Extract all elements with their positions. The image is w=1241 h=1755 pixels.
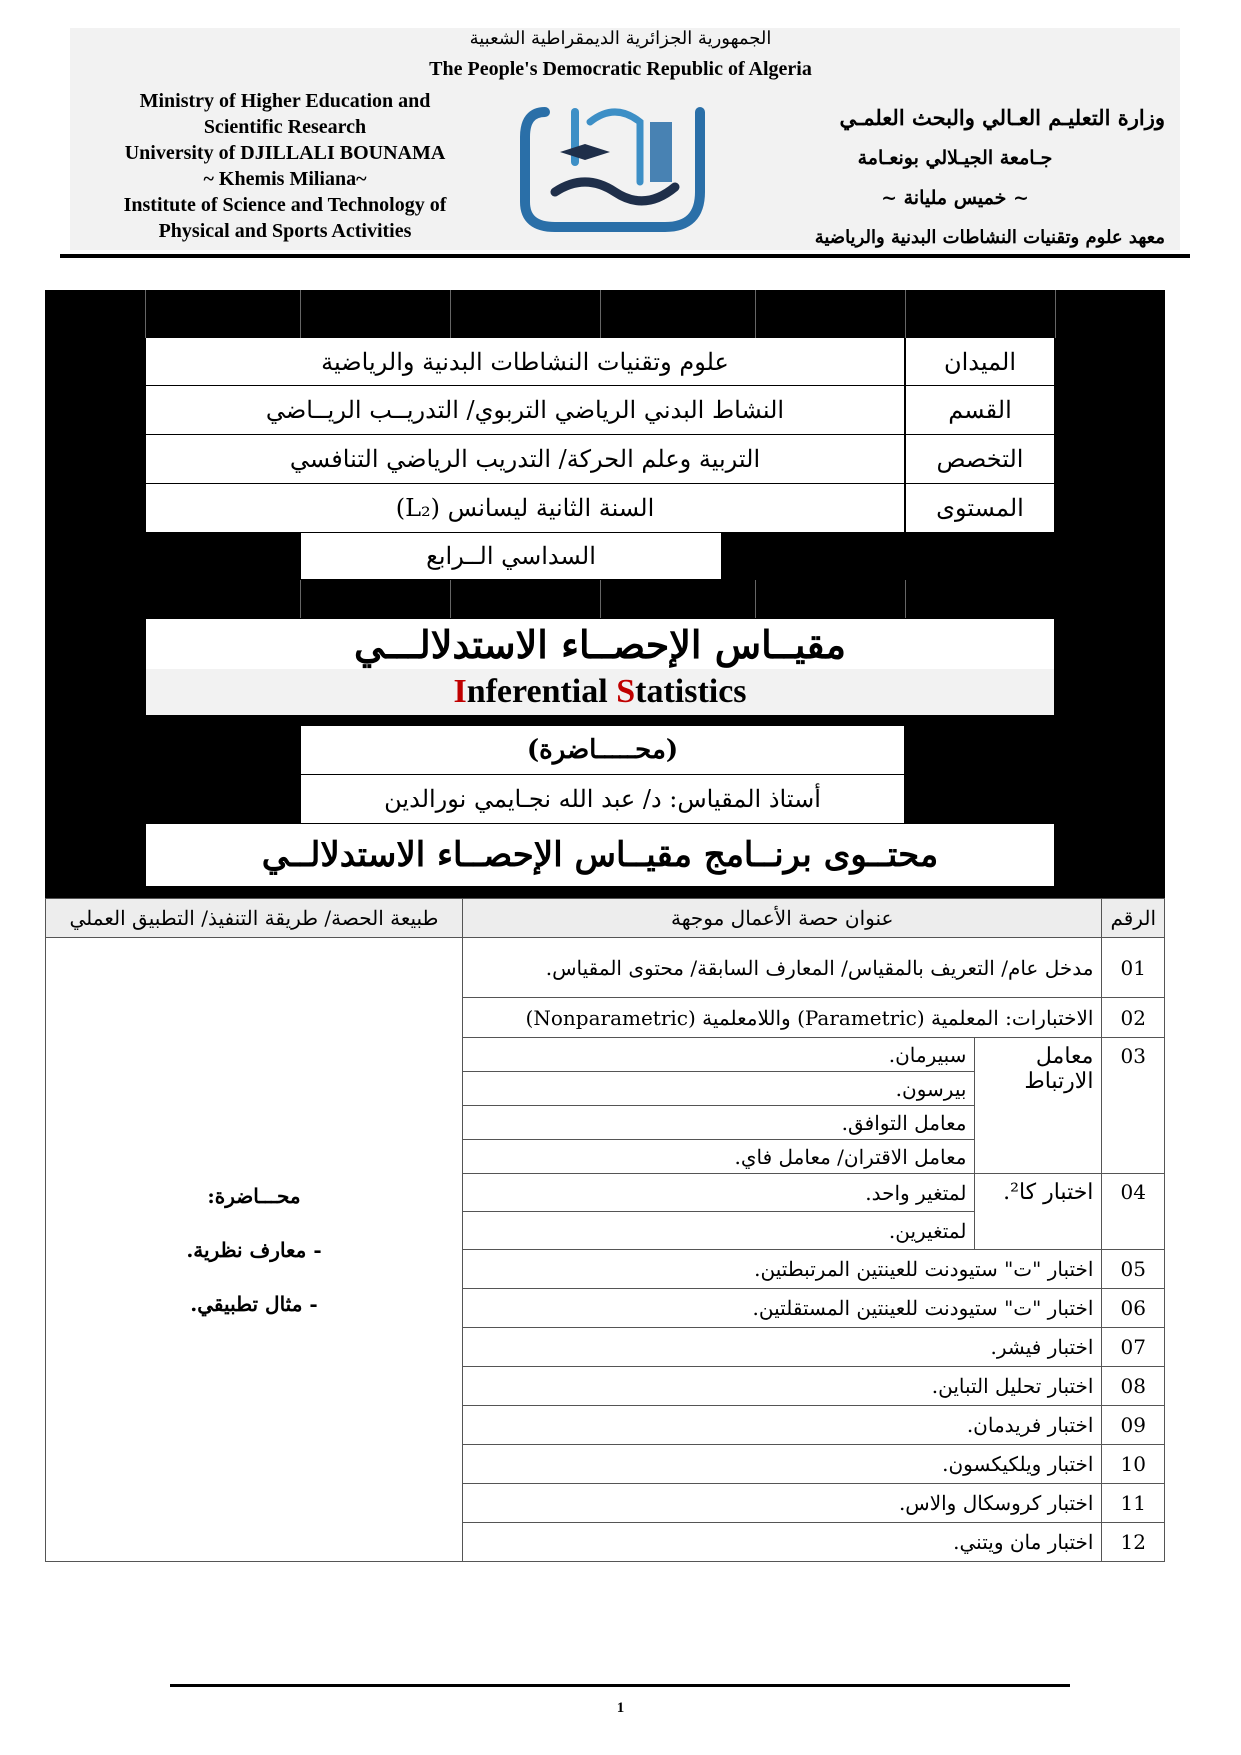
title-initial-i: I [453, 673, 467, 710]
header-nature: طبيعة الحصة/ طريقة التنفيذ/ التطبيق العملي [46, 899, 463, 938]
field-label: الميدان [906, 338, 1054, 385]
session-nature [46, 938, 463, 1562]
university-logo [515, 92, 715, 242]
row-title: اختبار فريدمان. [463, 1406, 1102, 1445]
teacher: أستاذ المقياس: د/ عبد الله نجـايمي نورالدين [301, 775, 904, 823]
row-title: اختبار ويلكيكسون. [463, 1445, 1102, 1484]
module-title-arabic: مقيــاس الإحصــاء الاستدلالـــي [146, 619, 1054, 669]
row-subitem: لمتغيرين. [463, 1212, 975, 1250]
title-part-2: tatistics [635, 673, 747, 710]
row-number: 12 [1102, 1523, 1165, 1562]
row-number: 05 [1102, 1250, 1165, 1289]
program-title: محتــوى برنــامج مقيــاس الإحصــاء الاستدلالــي [146, 824, 1054, 886]
header-right-line: وزارة التعليـم العـالي والبحث العلمـي [839, 105, 1165, 130]
row-subitem: معامل الاقتران/ معامل فاي. [463, 1140, 975, 1174]
nature-line: محـــاضرة: [207, 1183, 301, 1208]
row-number: 02 [1102, 998, 1165, 1038]
field-value: علوم وتقنيات النشاطات البدنية والرياضية [146, 338, 904, 385]
republic-arabic: الجمهورية الجزائرية الديمقراطية الشعبية [469, 28, 772, 49]
row-number: 11 [1102, 1484, 1165, 1523]
footer-rule [170, 1684, 1070, 1687]
row-group: معامل الارتباط [975, 1038, 1102, 1174]
header-left-line: Scientific Research [203, 116, 367, 138]
row-title: الاختبارات: المعلمية (Parametric) واللامعلمية (Nonparametric) [463, 998, 1102, 1038]
row-title: مدخل عام/ التعريف بالمقياس/ المعارف السابقة/ محتوى المقياس. [463, 938, 1102, 998]
page-number: 1 [616, 1700, 625, 1716]
module-title-english [146, 669, 1054, 715]
row-number: 09 [1102, 1406, 1165, 1445]
row-number: 08 [1102, 1367, 1165, 1406]
row-number: 01 [1102, 938, 1165, 998]
nature-line: - معارف نظرية. [186, 1237, 322, 1262]
header-rule [60, 254, 1190, 258]
row-group: اختبار كا². [975, 1174, 1102, 1250]
row-title: اختبار تحليل التباين. [463, 1367, 1102, 1406]
level-value: السنة الثانية ليسانس (L₂) [146, 484, 904, 532]
header-left-line: ~ Khemis Miliana~ [203, 168, 367, 190]
row-number: 06 [1102, 1289, 1165, 1328]
specialty-value: التربية وعلم الحركة/ التدريب الرياضي التنافسي [146, 435, 904, 483]
header-right-line: جـامعة الجيـلالي بونعـامة [857, 147, 1053, 169]
nature-line: - مثال تطبيقي. [190, 1291, 318, 1316]
title-part-1: nferential [466, 673, 617, 710]
row-title: اختبار كروسكال والاس. [463, 1484, 1102, 1523]
row-title: اختبار فيشر. [463, 1328, 1102, 1367]
specialty-label: التخصص [906, 435, 1054, 483]
row-title: اختبار "ت" ستيودنت للعينتين المستقلتين. [463, 1289, 1102, 1328]
header-left-line: University of DJILLALI BOUNAMA [124, 142, 446, 164]
row-number: 07 [1102, 1328, 1165, 1367]
header-right-line: معهد علوم وتقنيات النشاطات البدنية والرياضية [814, 227, 1165, 248]
header-title: عنوان حصة الأعمال موجهة [463, 899, 1102, 938]
program-table [45, 898, 1165, 1562]
header-right-block [745, 98, 1165, 258]
row-title: اختبار مان ويتني. [463, 1523, 1102, 1562]
department-value: النشاط البدني الرياضي التربوي/ التدريــب الريــاضي [146, 386, 904, 434]
module-info-section [45, 290, 1165, 898]
title-initial-s: S [616, 673, 636, 710]
row-subitem: لمتغير واحد. [463, 1174, 975, 1212]
header-number: الرقم [1102, 899, 1165, 938]
semester: السداسي الــرابع [301, 533, 721, 579]
department-label: القسم [906, 386, 1054, 434]
row-title: اختبار "ت" ستيودنت للعينتين المرتبطتين. [463, 1250, 1102, 1289]
header-left-line: Physical and Sports Activities [158, 220, 412, 242]
header-left-line: Ministry of Higher Education and [139, 90, 431, 112]
header-right-line: ~ خميس مليانة ~ [881, 187, 1029, 209]
header-left-line: Institute of Science and Technology of [123, 194, 447, 216]
header-left-block [85, 88, 485, 244]
session-type: (محـــــاضرة) [301, 726, 904, 774]
republic-english: The People's Democratic Republic of Algeria [429, 58, 812, 80]
row-subitem: سبيرمان. [463, 1038, 975, 1072]
row-number: 03 [1102, 1038, 1165, 1174]
row-subitem: بيرسون. [463, 1072, 975, 1106]
level-label: المستوى [906, 484, 1054, 532]
row-number: 10 [1102, 1445, 1165, 1484]
row-number: 04 [1102, 1174, 1165, 1250]
row-subitem: معامل التوافق. [463, 1106, 975, 1140]
